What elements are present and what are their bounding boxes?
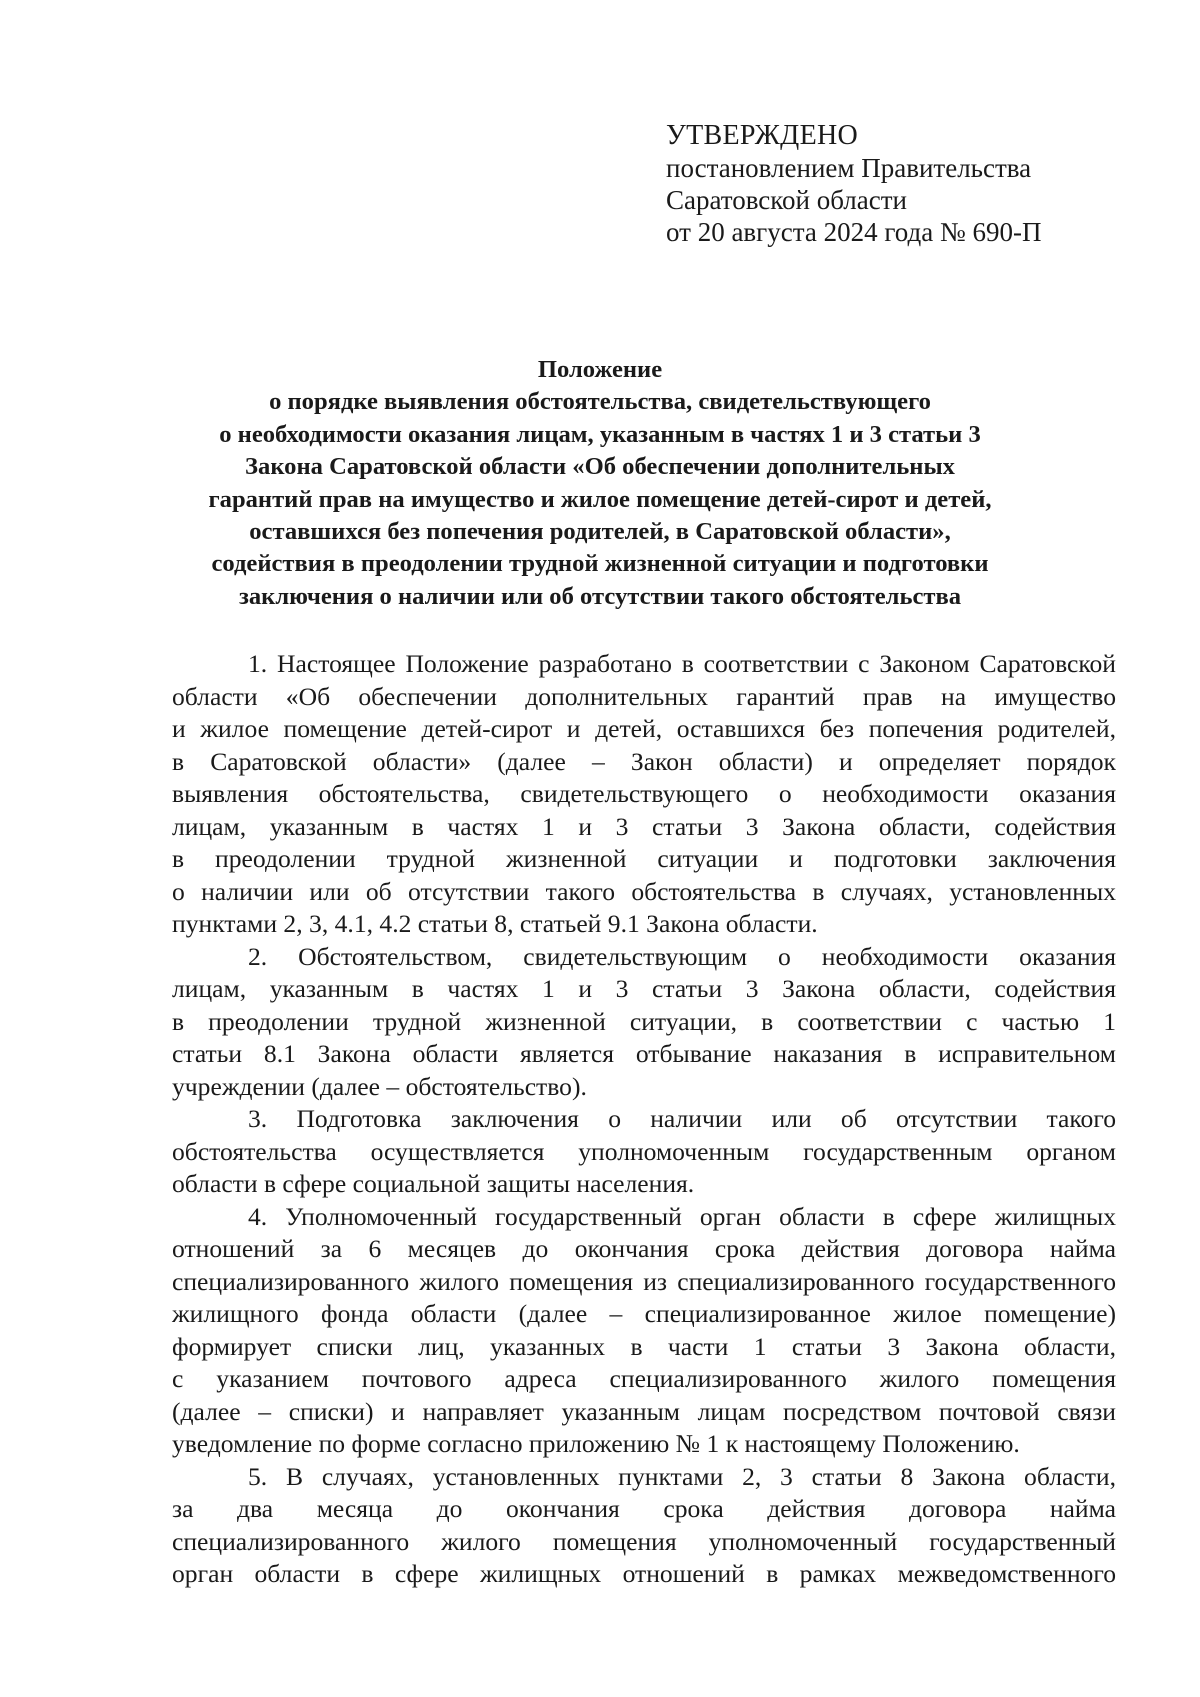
paragraph-line: 1. Настоящее Положение разработано в соответствии с Законом Саратовской [248, 649, 1116, 678]
title-line: гарантий прав на имущество и жилое помещение детей-сирот и детей, [208, 485, 992, 513]
paragraph-line: в преодолении трудной жизненной ситуации и подготовки заключения [172, 844, 1116, 873]
approval-line-1: постановлением Правительства [666, 153, 1032, 183]
paragraph-line: уведомление по форме согласно приложению № 1 к настоящему Положению. [172, 1429, 1020, 1458]
paragraph-line: специализированного жилого помещения уполномоченный государственный [172, 1526, 1116, 1556]
paragraph-2 [172, 941, 1116, 1104]
paragraph-line: 5. В случаях, установленных пунктами 2, 3 статьи 8 Закона области, [248, 1461, 1116, 1491]
title-line: содействия в преодолении трудной жизненной ситуации и подготовки [211, 550, 989, 578]
paragraph-line: пунктами 2, 3, 4.1, 4.2 статьи 8, статьей 9.1 Закона области. [172, 909, 818, 938]
paragraph-line: лицам, указанным в частях 1 и 3 статьи 3 Закона области, содействия [172, 811, 1116, 841]
paragraph-line: области «Об обеспечении дополнительных гарантий прав на имущество [172, 681, 1116, 711]
title-line: оставшихся без попечения родителей, в Саратовской области», [249, 518, 951, 546]
paragraph-line: выявления обстоятельства, свидетельствующего о необходимости оказания [172, 779, 1116, 808]
paragraph-line: учреждении (далее – обстоятельство). [172, 1071, 587, 1101]
paragraph-line: отношений за 6 месяцев до окончания срока действия договора найма [172, 1234, 1116, 1263]
title-line: Закона Саратовской области «Об обеспечении дополнительных [245, 453, 955, 481]
paragraph-3 [172, 1103, 1116, 1201]
title-line: о необходимости оказания лицам, указанным в частях 1 и 3 статьи 3 [219, 420, 981, 448]
paragraph-line: жилищного фонда области (далее – специализированное жилое помещение) [172, 1299, 1116, 1328]
title-line: заключения о наличии или об отсутствии такого обстоятельства [238, 582, 962, 610]
paragraph-1 [172, 648, 1116, 941]
title-line: о порядке выявления обстоятельства, свидетельствующего [269, 388, 931, 416]
paragraph-line: 4. Уполномоченный государственный орган области в сфере жилищных [248, 1201, 1116, 1231]
paragraph-5 [172, 1461, 1116, 1591]
paragraph-line: (далее – списки) и направляет указанным лицам посредством почтовой связи [172, 1396, 1116, 1426]
approval-line-3: от 20 августа 2024 года № 690-П [666, 217, 1042, 247]
paragraph-line: статьи 8.1 Закона области является отбывание наказания в исправительном [172, 1039, 1116, 1068]
paragraph-line: за два месяца до окончания срока действия договора найма [172, 1494, 1116, 1523]
title-heading: Положение [537, 356, 663, 383]
paragraph-line: в преодолении трудной жизненной ситуации, в соответствии с частью 1 [172, 1006, 1116, 1036]
paragraph-line: обстоятельства осуществляется уполномоченным государственным органом [172, 1136, 1116, 1166]
paragraph-line: и жилое помещение детей-сирот и детей, оставшихся без попечения родителей, [172, 714, 1116, 743]
paragraph-line: формирует списки лиц, указанных в части 1 статьи 3 Закона области, [172, 1331, 1116, 1361]
approval-heading: УТВЕРЖДЕНО [666, 120, 859, 151]
paragraph-line: в Саратовской области» (далее – Закон области) и определяет порядок [172, 746, 1116, 776]
paragraph-4 [172, 1201, 1116, 1461]
paragraph-line: орган области в сфере жилищных отношений в рамках межведомственного [172, 1559, 1116, 1588]
document-title [150, 354, 1050, 613]
paragraph-line: 2. Обстоятельством, свидетельствующим о необходимости оказания [248, 941, 1116, 971]
document-body [172, 648, 1116, 1591]
paragraph-line: с указанием почтового адреса специализированного жилого помещения [172, 1364, 1116, 1393]
paragraph-line: области в сфере социальной защиты населения. [172, 1169, 695, 1198]
paragraph-line: 3. Подготовка заключения о наличии или об отсутствии такого [248, 1104, 1116, 1133]
paragraph-line: о наличии или об отсутствии такого обстоятельства в случаях, установленных [172, 876, 1116, 906]
paragraph-line: специализированного жилого помещения из специализированного государственного [172, 1266, 1116, 1296]
approval-stamp [666, 120, 1041, 248]
approval-line-2: Саратовской области [666, 185, 907, 215]
paragraph-line: лицам, указанным в частях 1 и 3 статьи 3 Закона области, содействия [172, 974, 1116, 1003]
